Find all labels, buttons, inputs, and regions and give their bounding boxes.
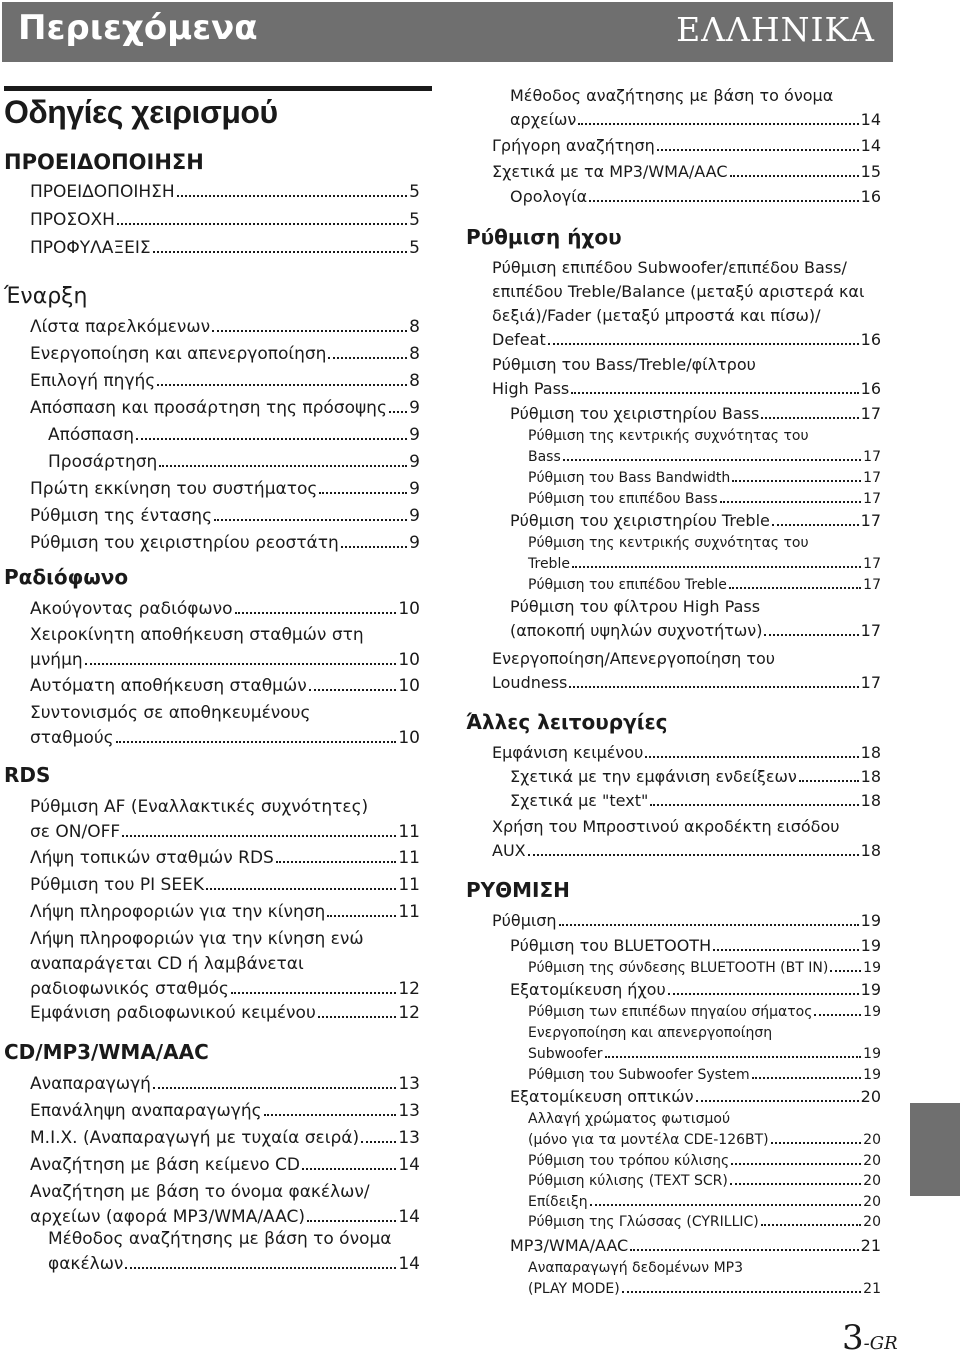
- toc-leader-dots: [319, 492, 407, 494]
- toc-entry-label: Απόσπαση: [48, 425, 135, 445]
- toc-page-number: 18: [860, 743, 881, 762]
- toc-leader-dots: [732, 480, 861, 482]
- toc-entry: [510, 621, 881, 640]
- toc-page-number: 13: [398, 1101, 420, 1121]
- toc-entry-label: φακέλων: [48, 1254, 124, 1274]
- toc-page-number: 19: [860, 936, 881, 955]
- toc-leader-dots: [214, 519, 407, 521]
- toc-leader-dots: [122, 835, 396, 837]
- toc-entry: [492, 841, 881, 860]
- toc-entry: [510, 110, 881, 129]
- toc-entry: [492, 330, 881, 349]
- toc-section-title: ΠΡΟΕΙΔΟΠΟΙΗΣΗ: [4, 150, 204, 174]
- toc-entry-label: Επίδειξη: [528, 1194, 588, 1210]
- toc-entry: [510, 1087, 881, 1106]
- toc-entry: [510, 767, 881, 786]
- toc-entry-line: Ενεργοποίηση και απενεργοποίηση: [528, 1025, 773, 1041]
- toc-leader-dots: [212, 330, 407, 332]
- toc-entry: [30, 1101, 420, 1121]
- toc-leader-dots: [571, 392, 858, 394]
- toc-entry: [30, 728, 420, 748]
- toc-leader-dots: [605, 1056, 862, 1058]
- toc-section-title: Έναρξη: [4, 284, 88, 309]
- toc-leader-dots: [761, 1224, 861, 1226]
- section-heading: Οδηγίες χειρισμού: [4, 94, 278, 130]
- toc-page-number: 14: [398, 1155, 420, 1175]
- toc-entry-label: Εμφάνιση ραδιοφωνικού κειμένου: [30, 1003, 316, 1023]
- toc-page-number: 17: [863, 449, 881, 465]
- toc-leader-dots: [327, 915, 396, 917]
- header-bar: [2, 2, 893, 62]
- toc-entry-label: Ρύθμιση: [492, 911, 557, 930]
- toc-entry-label: M.I.X. (Αναπαραγωγή με τυχαία σειρά): [30, 1128, 360, 1148]
- toc-leader-dots: [309, 689, 397, 691]
- toc-entry-line: Ρύθμιση του φίλτρου High Pass: [510, 597, 761, 616]
- toc-entry: [30, 210, 420, 230]
- toc-leader-dots: [720, 501, 861, 503]
- toc-page-number: 14: [860, 110, 881, 129]
- toc-entry-label: Προσάρτηση: [48, 452, 158, 472]
- toc-entry: [30, 344, 420, 364]
- toc-entry-label: Ρύθμιση της σύνδεσης BLUETOOTH (BT IN): [528, 960, 829, 976]
- toc-entry-line: Μέθοδος αναζήτησης με βάση το όνομα: [48, 1229, 392, 1249]
- page-number-value: 3: [842, 1318, 864, 1358]
- toc-entry: [492, 743, 881, 762]
- toc-leader-dots: [157, 384, 407, 386]
- toc-entry-label: Ρύθμιση της Γλώσσας (CYRILLIC): [528, 1214, 759, 1230]
- toc-page-number: 20: [863, 1153, 881, 1169]
- toc-page-number: 19: [860, 980, 881, 999]
- toc-entry: [528, 577, 881, 593]
- toc-entry-line: Αλλαγή χρώματος φωτισμού: [528, 1111, 731, 1127]
- toc-leader-dots: [729, 587, 861, 589]
- toc-entry-label: Bass: [528, 449, 561, 465]
- toc-page-number: 14: [398, 1207, 420, 1227]
- toc-entry: [48, 1254, 420, 1274]
- toc-entry-label: Ρύθμιση κύλισης (TEXT SCR): [528, 1173, 728, 1189]
- toc-leader-dots: [276, 861, 397, 863]
- toc-leader-dots: [341, 546, 407, 548]
- toc-leader-dots: [650, 804, 858, 806]
- toc-entry-label: High Pass: [492, 379, 570, 398]
- toc-entry-label: Σχετικά με "text": [510, 791, 649, 810]
- toc-entry-line: Ρύθμιση της κεντρικής συχνότητας του: [528, 428, 809, 444]
- toc-entry-label: Απόσπαση και προσάρτηση της πρόσοψης: [30, 398, 387, 418]
- toc-entry: [510, 404, 881, 423]
- toc-entry-line: δεξιά)/Fader (μεταξύ μπροστά και πίσω)/: [492, 306, 821, 325]
- toc-entry: [30, 902, 420, 922]
- toc-entry-line: Αναπαραγωγή δεδομένων MP3: [528, 1260, 743, 1276]
- toc-page-number: 18: [860, 767, 881, 786]
- toc-page-number: 17: [860, 673, 881, 692]
- toc-entry-label: Ρύθμιση του χειριστηρίου ρεοστάτη: [30, 533, 339, 553]
- toc-entry-line: Ρύθμιση AF (Εναλλακτικές συχνότητες): [30, 797, 369, 817]
- toc-leader-dots: [548, 343, 859, 345]
- toc-page-number: 10: [398, 599, 420, 619]
- toc-entry-line: Λήψη πληροφοριών για την κίνηση ενώ: [30, 929, 364, 949]
- toc-page-number: 9: [409, 506, 420, 526]
- toc-entry-label: Ρύθμιση του χειριστηρίου Bass: [510, 404, 760, 423]
- toc-page-number: 11: [398, 902, 420, 922]
- toc-page-number: 15: [860, 162, 881, 181]
- toc-page-number: 20: [863, 1214, 881, 1230]
- toc-entry: [30, 1207, 420, 1227]
- toc-page-number: 19: [863, 960, 881, 976]
- page-title: Περιεχόμενα: [18, 8, 258, 48]
- toc-page-number: 12: [398, 1003, 420, 1023]
- toc-leader-dots: [622, 1291, 861, 1293]
- toc-entry: [48, 452, 420, 472]
- toc-leader-dots: [569, 686, 858, 688]
- toc-entry-line: επιπέδου Treble/Balance (μεταξύ αριστερά και: [492, 282, 865, 301]
- toc-page-number: 19: [863, 1004, 881, 1020]
- toc-entry: [510, 936, 881, 955]
- toc-page-number: 9: [409, 398, 420, 418]
- toc-entry-label: Ρύθμιση του PI SEEK: [30, 875, 204, 895]
- toc-entry: [510, 511, 881, 530]
- toc-entry: [528, 470, 881, 486]
- toc-leader-dots: [231, 992, 396, 994]
- toc-entry-label: (αποκοπή υψηλών συχνοτήτων): [510, 621, 763, 640]
- toc-entry: [492, 673, 881, 692]
- toc-entry-label: ΠΡΟΦΥΛΑΞΕΙΣ: [30, 238, 151, 258]
- heading-rule: [4, 86, 432, 91]
- toc-page-number: 8: [409, 344, 420, 364]
- toc-page-number: 14: [398, 1254, 420, 1274]
- toc-entry-line: Ρύθμιση επιπέδου Subwoofer/επιπέδου Bass/: [492, 258, 847, 277]
- toc-entry-label: AUX: [492, 841, 526, 860]
- toc-page-number: 16: [860, 379, 881, 398]
- toc-page-number: 16: [860, 187, 881, 206]
- toc-entry: [528, 1281, 881, 1297]
- toc-page-number: 18: [860, 791, 881, 810]
- toc-entry-label: αρχείων (αφορά MP3/WMA/AAC): [30, 1207, 305, 1227]
- toc-entry: [30, 398, 420, 418]
- toc-leader-dots: [318, 1016, 397, 1018]
- toc-section-title: CD/MP3/WMA/AAC: [4, 1040, 209, 1064]
- toc-leader-dots: [85, 663, 397, 665]
- side-tab-marker: [910, 1103, 960, 1196]
- toc-page-number: 11: [398, 848, 420, 868]
- toc-entry: [510, 791, 881, 810]
- toc-entry-line: Συντονισμός σε αποθηκευμένους: [30, 703, 311, 723]
- toc-section-title: RDS: [4, 763, 51, 787]
- toc-entry-line: Μέθοδος αναζήτησης με βάση το όνομα: [510, 86, 834, 105]
- toc-entry: [30, 317, 420, 337]
- toc-page-number: 17: [860, 404, 881, 423]
- toc-leader-dots: [814, 1014, 861, 1016]
- toc-entry-line: Χρήση του Μπροστινού ακροδέκτη εισόδου: [492, 817, 840, 836]
- toc-page-number: 10: [398, 676, 420, 696]
- toc-page-number: 10: [398, 728, 420, 748]
- toc-page-number: 19: [860, 911, 881, 930]
- toc-page-number: 20: [860, 1087, 881, 1106]
- toc-entry-line: Ενεργοποίηση/Απενεργοποίηση του: [492, 649, 776, 668]
- toc-entry: [30, 599, 420, 619]
- toc-entry-line: Ρύθμιση του Bass/Treble/φίλτρου: [492, 355, 756, 374]
- toc-entry-label: Ρύθμιση του τρόπου κύλισης: [528, 1153, 730, 1169]
- toc-entry-label: Εξατομίκευση ήχου: [510, 980, 666, 999]
- toc-entry: [510, 187, 881, 206]
- toc-entry-line: Αναζήτηση με βάση το όνομα φακέλων/: [30, 1182, 370, 1202]
- toc-entry-label: Λίστα παρελκόμενων: [30, 317, 211, 337]
- toc-entry-label: MP3/WMA/AAC: [510, 1236, 629, 1255]
- toc-leader-dots: [657, 149, 859, 151]
- toc-entry: [528, 960, 881, 976]
- toc-leader-dots: [761, 417, 858, 419]
- toc-leader-dots: [177, 195, 408, 197]
- toc-leader-dots: [528, 854, 859, 856]
- toc-leader-dots: [730, 175, 859, 177]
- toc-entry-label: Σχετικά με την εμφάνιση ενδείξεων: [510, 767, 797, 786]
- toc-leader-dots: [361, 1141, 396, 1143]
- toc-entry: [492, 162, 881, 181]
- toc-entry: [510, 1236, 881, 1255]
- toc-page-number: 10: [398, 650, 420, 670]
- toc-entry-line: αναπαράγεται CD ή λαμβάνεται: [30, 954, 304, 974]
- toc-entry-label: μνήμη: [30, 650, 83, 670]
- toc-entry-label: Ρύθμιση του επιπέδου Treble: [528, 577, 727, 593]
- toc-entry: [528, 1214, 881, 1230]
- toc-leader-dots: [153, 1087, 396, 1089]
- toc-leader-dots: [572, 566, 861, 568]
- toc-page-number: 17: [860, 621, 881, 640]
- toc-leader-dots: [159, 465, 407, 467]
- toc-entry: [528, 1067, 881, 1083]
- toc-entry-label: Λήψη τοπικών σταθμών RDS: [30, 848, 274, 868]
- toc-entry: [492, 911, 881, 930]
- toc-entry-label: σταθμούς: [30, 728, 114, 748]
- toc-entry-label: Ρύθμιση της έντασης: [30, 506, 213, 526]
- toc-leader-dots: [328, 357, 407, 359]
- toc-page-number: 5: [409, 182, 420, 202]
- toc-entry-label: Επιλογή πηγής: [30, 371, 156, 391]
- toc-page-number: 19: [863, 1067, 881, 1083]
- toc-entry-label: (μόνο για τα μοντέλα CDE-126BT): [528, 1132, 769, 1148]
- toc-leader-dots: [668, 993, 859, 995]
- toc-entry: [30, 1074, 420, 1094]
- toc-page-number: 5: [409, 238, 420, 258]
- toc-leader-dots: [117, 223, 407, 225]
- toc-entry-line: Ρύθμιση της κεντρικής συχνότητας του: [528, 535, 809, 551]
- toc-page-number: 8: [409, 317, 420, 337]
- toc-page-number: 17: [860, 511, 881, 530]
- toc-entry-label: σε ON/OFF: [30, 822, 121, 842]
- toc-entry: [528, 449, 881, 465]
- toc-entry: [30, 822, 420, 842]
- toc-entry: [30, 650, 420, 670]
- toc-page-number: 14: [860, 136, 881, 155]
- toc-leader-dots: [771, 1142, 862, 1144]
- toc-entry: [30, 979, 420, 999]
- toc-entry: [510, 980, 881, 999]
- toc-page-number: 18: [860, 841, 881, 860]
- toc-leader-dots: [153, 251, 407, 253]
- toc-leader-dots: [772, 524, 859, 526]
- toc-entry-label: Λήψη πληροφοριών για την κίνηση: [30, 902, 326, 922]
- toc-entry-label: Αναπαραγωγή: [30, 1074, 151, 1094]
- toc-section-title: Άλλες λειτουργίες: [466, 710, 668, 734]
- toc-page-number: 11: [398, 822, 420, 842]
- toc-leader-dots: [125, 1267, 396, 1269]
- toc-entry: [528, 1153, 881, 1169]
- toc-entry-label: (PLAY MODE): [528, 1281, 620, 1297]
- toc-entry-label: Ρύθμιση των επιπέδων πηγαίου σήματος: [528, 1004, 813, 1020]
- toc-leader-dots: [713, 949, 859, 951]
- toc-entry: [30, 238, 420, 258]
- toc-leader-dots: [764, 634, 858, 636]
- language-label: ΕΛΛΗΝΙΚΑ: [676, 10, 875, 49]
- toc-entry: [30, 875, 420, 895]
- toc-leader-dots: [590, 1204, 862, 1206]
- toc-leader-dots: [302, 1168, 396, 1170]
- toc-entry-label: Επανάληψη αναπαραγωγής: [30, 1101, 262, 1121]
- toc-entry-label: Εμφάνιση κειμένου: [492, 743, 644, 762]
- toc-page-number: 20: [863, 1173, 881, 1189]
- toc-entry: [528, 491, 881, 507]
- toc-entry: [30, 533, 420, 553]
- toc-entry-label: Πρώτη εκκίνηση του συστήματος: [30, 479, 318, 499]
- toc-entry-label: Γρήγορη αναζήτηση: [492, 136, 655, 155]
- toc-page-number: 17: [863, 470, 881, 486]
- toc-leader-dots: [563, 459, 861, 461]
- toc-entry-label: Ρύθμιση του χειριστηρίου Treble: [510, 511, 770, 530]
- toc-page-number: 12: [398, 979, 420, 999]
- toc-leader-dots: [731, 1163, 861, 1165]
- toc-entry: [48, 425, 420, 445]
- toc-entry: [528, 1132, 881, 1148]
- toc-entry-label: Σχετικά με τα MP3/WMA/AAC: [492, 162, 728, 181]
- toc-leader-dots: [730, 1183, 861, 1185]
- toc-section-title: ΡΥΘΜΙΣΗ: [466, 878, 570, 902]
- toc-leader-dots: [136, 438, 407, 440]
- page-number-suffix: -GR: [863, 1333, 898, 1354]
- toc-page-number: 11: [398, 875, 420, 895]
- toc-page-number: 9: [409, 479, 420, 499]
- toc-leader-dots: [389, 411, 407, 413]
- toc-entry: [30, 182, 420, 202]
- toc-entry: [30, 506, 420, 526]
- toc-page-number: 17: [863, 577, 881, 593]
- toc-entry-label: Ρύθμιση του Bass Bandwidth: [528, 470, 731, 486]
- toc-entry: [30, 1155, 420, 1175]
- toc-entry-label: Ενεργοποίηση και απενεργοποίηση: [30, 344, 327, 364]
- toc-page-number: 19: [863, 1046, 881, 1062]
- toc-page-number: 17: [863, 491, 881, 507]
- toc-section-title: Ραδιόφωνο: [4, 565, 129, 589]
- toc-leader-dots: [206, 888, 396, 890]
- toc-entry-label: Ακούγοντας ραδιόφωνο: [30, 599, 233, 619]
- toc-page-number: 9: [409, 425, 420, 445]
- toc-page-number: 13: [398, 1074, 420, 1094]
- toc-page-number: 16: [860, 330, 881, 349]
- toc-entry: [492, 136, 881, 155]
- toc-entry-label: Εξατομίκευση οπτικών: [510, 1087, 694, 1106]
- toc-entry: [30, 479, 420, 499]
- toc-entry-label: Treble: [528, 556, 570, 572]
- toc-entry: [528, 1046, 881, 1062]
- toc-leader-dots: [630, 1249, 858, 1251]
- toc-page-number: 21: [863, 1281, 881, 1297]
- toc-entry-label: ΠΡΟΣΟΧΗ: [30, 210, 115, 230]
- toc-entry: [492, 379, 881, 398]
- toc-entry-label: Ρύθμιση του BLUETOOTH: [510, 936, 712, 955]
- toc-entry: [528, 556, 881, 572]
- toc-leader-dots: [235, 612, 397, 614]
- toc-entry-label: αρχείων: [510, 110, 577, 129]
- toc-entry: [30, 676, 420, 696]
- toc-entry-label: Ορολογία: [510, 187, 588, 206]
- toc-entry-label: Ρύθμιση του Subwoofer System: [528, 1067, 750, 1083]
- toc-leader-dots: [645, 756, 858, 758]
- toc-leader-dots: [589, 200, 858, 202]
- toc-entry: [528, 1194, 881, 1210]
- toc-page-number: 20: [863, 1132, 881, 1148]
- toc-leader-dots: [799, 780, 859, 782]
- toc-leader-dots: [830, 970, 861, 972]
- toc-page-number: 8: [409, 371, 420, 391]
- toc-entry: [528, 1173, 881, 1189]
- toc-leader-dots: [559, 924, 859, 926]
- toc-entry-label: Subwoofer: [528, 1046, 603, 1062]
- toc-entry: [30, 1003, 420, 1023]
- toc-page-number: 5: [409, 210, 420, 230]
- page-number: [842, 1318, 898, 1358]
- toc-entry-label: Ρύθμιση του επιπέδου Bass: [528, 491, 718, 507]
- toc-leader-dots: [116, 741, 397, 743]
- toc-entry-label: Loudness: [492, 673, 568, 692]
- toc-page-number: 9: [409, 452, 420, 472]
- toc-page-number: 21: [860, 1236, 881, 1255]
- toc-leader-dots: [307, 1220, 396, 1222]
- toc-entry: [30, 1128, 420, 1148]
- toc-leader-dots: [264, 1114, 397, 1116]
- toc-page-number: 9: [409, 533, 420, 553]
- toc-entry-label: Αναζήτηση με βάση κείμενο CD: [30, 1155, 300, 1175]
- toc-entry: [528, 1004, 881, 1020]
- toc-entry-label: Defeat: [492, 330, 546, 349]
- toc-entry-label: ραδιοφωνικός σταθμός: [30, 979, 229, 999]
- toc-leader-dots: [752, 1077, 861, 1079]
- toc-entry-label: Αυτόματη αποθήκευση σταθμών: [30, 676, 307, 696]
- toc-page-number: 20: [863, 1194, 881, 1210]
- toc-entry: [30, 848, 420, 868]
- toc-entry-label: ΠΡΟΕΙΔΟΠΟΙΗΣΗ: [30, 182, 175, 202]
- toc-entry: [30, 371, 420, 391]
- toc-page-number: 17: [863, 556, 881, 572]
- toc-entry-line: Χειροκίνητη αποθήκευση σταθμών στη: [30, 625, 364, 645]
- toc-leader-dots: [696, 1100, 859, 1102]
- toc-leader-dots: [578, 123, 858, 125]
- toc-page-number: 13: [398, 1128, 420, 1148]
- toc-section-title: Ρύθμιση ήχου: [466, 225, 622, 249]
